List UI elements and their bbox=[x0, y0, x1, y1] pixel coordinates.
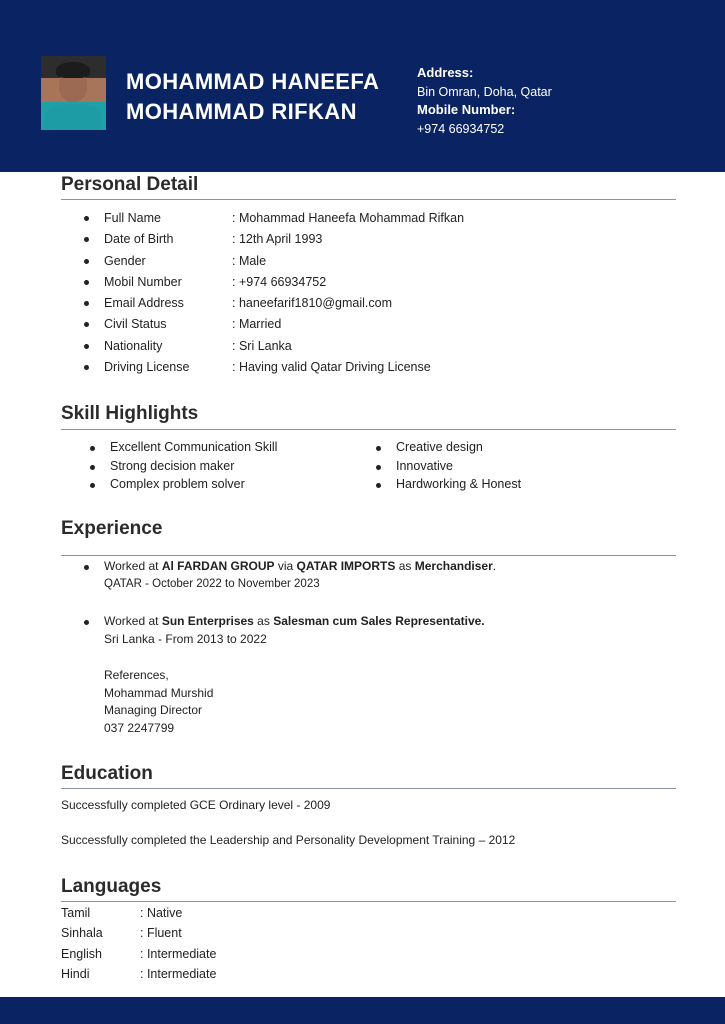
language-level: : Intermediate bbox=[140, 966, 217, 981]
list-item bbox=[82, 272, 464, 293]
languages-heading: Languages bbox=[61, 876, 162, 897]
detail-label: Nationality bbox=[104, 338, 163, 353]
detail-value: : Male bbox=[232, 253, 267, 268]
experience-entry-1 bbox=[82, 557, 496, 593]
language-level: : Native bbox=[140, 906, 183, 920]
reference-phone: 037 2247799 bbox=[104, 720, 175, 735]
experience-heading: Experience bbox=[61, 518, 163, 539]
footer-bar bbox=[0, 997, 725, 1024]
job-detail: Sri Lanka - From 2013 to 2022 bbox=[104, 632, 267, 646]
name-line-2: MOHAMMAD RIFKAN bbox=[126, 99, 357, 124]
list-item bbox=[82, 293, 464, 314]
experience-entry-2 bbox=[82, 612, 485, 648]
detail-label: Email Address bbox=[104, 296, 184, 311]
reference-name: Mohammad Murshid bbox=[104, 685, 214, 700]
job-text: Worked at bbox=[104, 559, 162, 573]
detail-label: Date of Birth bbox=[104, 232, 174, 247]
email-value: : haneefarif1810@gmail.com bbox=[232, 296, 392, 311]
list-item bbox=[82, 229, 464, 250]
agency-name: QATAR IMPORTS bbox=[296, 559, 396, 573]
language-name: Sinhala bbox=[61, 926, 103, 941]
company-name: Sun Enterprises bbox=[161, 614, 254, 628]
detail-value: : Having valid Qatar Driving License bbox=[232, 360, 431, 375]
skills-list-right bbox=[374, 438, 521, 494]
mobile-value: +974 66934752 bbox=[417, 121, 505, 136]
header-banner bbox=[0, 0, 725, 172]
detail-value: : +974 66934752 bbox=[232, 274, 327, 289]
section-divider bbox=[61, 788, 676, 789]
section-divider bbox=[61, 429, 676, 430]
language-level: : Fluent bbox=[140, 926, 182, 941]
language-row bbox=[61, 903, 216, 923]
list-item bbox=[82, 336, 464, 357]
candidate-name bbox=[126, 67, 411, 127]
section-divider bbox=[61, 901, 676, 902]
list-item bbox=[82, 314, 464, 335]
personal-detail-list bbox=[82, 208, 464, 378]
detail-label: Mobil Number bbox=[104, 274, 182, 289]
mobile-label: Mobile Number: bbox=[417, 102, 516, 117]
references-label: References, bbox=[104, 668, 169, 682]
skill-highlights-heading: Skill Highlights bbox=[61, 403, 199, 424]
language-name: Tamil bbox=[61, 906, 91, 920]
language-row bbox=[61, 944, 216, 964]
detail-value: : Mohammad Haneefa Mohammad Rifkan bbox=[232, 211, 465, 225]
section-divider bbox=[61, 555, 676, 556]
personal-detail-heading: Personal Detail bbox=[61, 174, 199, 195]
job-role: Merchandiser bbox=[414, 559, 493, 573]
detail-value: : Married bbox=[232, 317, 282, 332]
skill-item: Excellent Communication Skill bbox=[88, 438, 277, 457]
references-block bbox=[104, 667, 213, 737]
company-name: Al FARDAN GROUP bbox=[161, 559, 275, 573]
skill-item: Strong decision maker bbox=[88, 457, 277, 476]
section-divider bbox=[61, 199, 676, 200]
job-entry bbox=[82, 557, 496, 593]
list-item bbox=[82, 357, 464, 378]
detail-label: Full Name bbox=[104, 211, 161, 225]
job-text: as bbox=[253, 614, 274, 628]
profile-photo bbox=[41, 56, 106, 130]
education-item: Successfully completed GCE Ordinary level - 2009 bbox=[61, 798, 331, 812]
reference-title: Managing Director bbox=[104, 703, 203, 717]
job-detail: QATAR - October 2022 to November 2023 bbox=[104, 578, 320, 590]
skill-item: Hardworking & Honest bbox=[374, 475, 521, 494]
language-name: English bbox=[61, 946, 102, 961]
name-line-1: MOHAMMAD HANEEFA bbox=[126, 69, 380, 94]
education-item: Successfully completed the Leadership and Personality Development Training – 2012 bbox=[61, 833, 516, 847]
languages-list bbox=[61, 903, 216, 984]
language-row bbox=[61, 964, 216, 984]
job-text: . bbox=[492, 559, 497, 573]
job-role: Salesman cum Sales Representative. bbox=[273, 614, 485, 628]
skill-item: Complex problem solver bbox=[88, 475, 277, 494]
detail-value: : Sri Lanka bbox=[232, 338, 292, 353]
education-heading: Education bbox=[61, 763, 153, 784]
list-item bbox=[82, 208, 464, 229]
skills-list-left bbox=[88, 438, 277, 494]
detail-label: Driving License bbox=[104, 360, 190, 375]
job-text: via bbox=[274, 559, 297, 573]
list-item bbox=[82, 251, 464, 272]
detail-label: Civil Status bbox=[104, 317, 167, 332]
detail-label: Gender bbox=[104, 253, 146, 268]
skill-item: Innovative bbox=[374, 457, 521, 476]
address-value: Bin Omran, Doha, Qatar bbox=[417, 84, 552, 99]
job-entry bbox=[82, 612, 485, 648]
language-row bbox=[61, 923, 216, 943]
contact-block bbox=[417, 64, 552, 138]
job-text: Worked at bbox=[104, 614, 162, 628]
language-name: Hindi bbox=[61, 966, 90, 981]
address-label: Address: bbox=[417, 65, 474, 80]
job-text: as bbox=[395, 559, 415, 573]
skill-item: Creative design bbox=[374, 438, 521, 457]
detail-value: : 12th April 1993 bbox=[232, 232, 323, 247]
language-level: : Intermediate bbox=[140, 946, 217, 961]
